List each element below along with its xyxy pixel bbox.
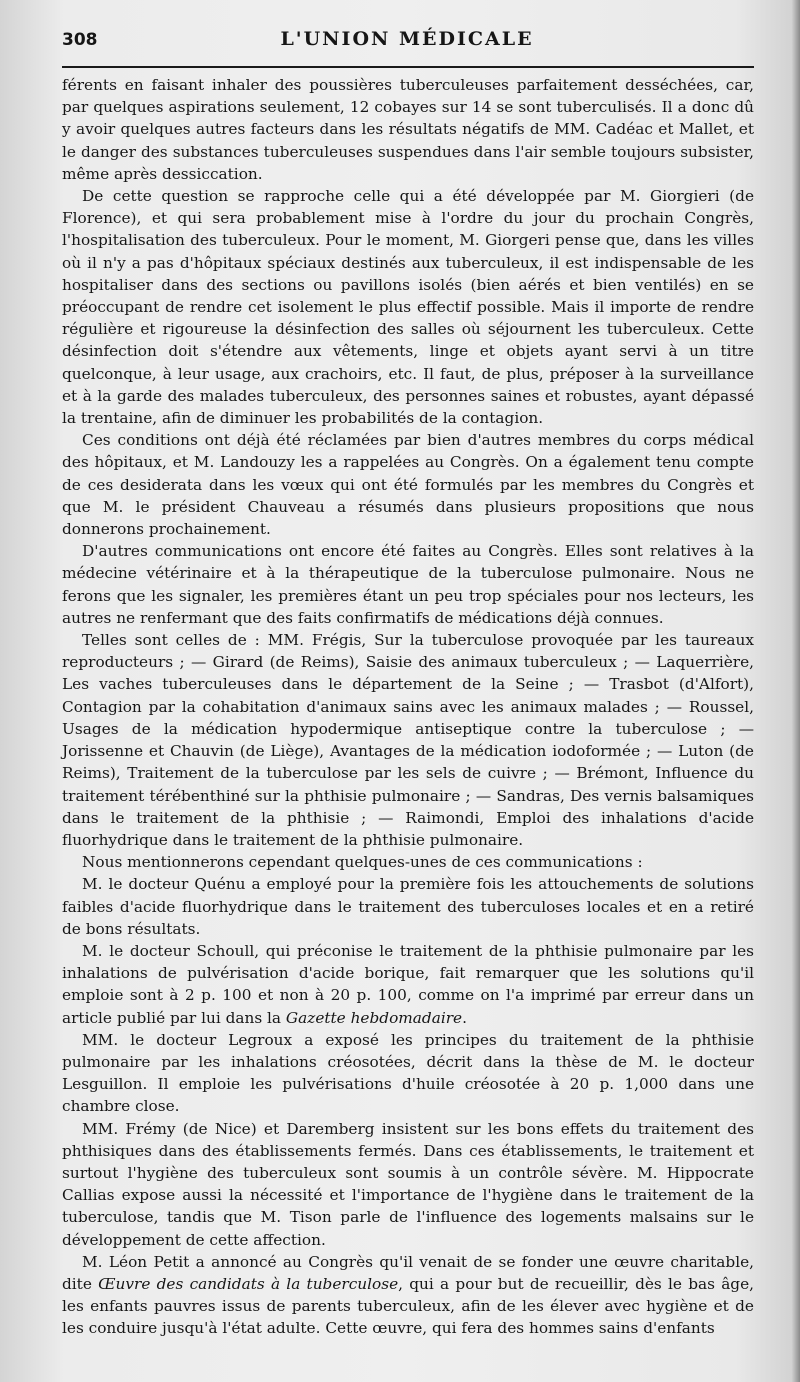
paragraph: D'autres communications ont encore été faites au Congrès. Elles sont relatives à la médecine vétérinaire et à la thérapeutique de la tuberculose pulmonaire. Nous ne ferons que les signaler, les premières étant un peu trop spéciales pour nos lecteurs, les autres ne renfermant que des faits confirmatifs de médications déjà connues. <box>62 542 754 627</box>
paragraph: MM. le docteur Legroux a exposé les principes du traitement de la phthisie pulmonaire par les inhalations créosotées, décrit dans la thèse de M. le docteur Lesguillon. Il emploie les pulvérisations d'huile créosotée à 20 p. 1,000 dans une chambre close. <box>62 1030 754 1116</box>
charity-name: Œuvre des candidats à la tuberculose <box>98 1274 399 1293</box>
paragraph: De cette question se rapproche celle qui a été développée par M. Giorgieri (de Florence), et qui sera probablement mise à l'ordre du jour du prochain Congrès, l'hospitalisation des tuberculeux. Pour le moment, M. Giorgeri pense que, dans les villes où il n'y a pas d'hôpitaux spéciaux destinés aux tuberculeux, il est indispensable de les hospitaliser dans des sections ou pavillons isolés (bien aérés et bien ventilés) en se préoccupant de rendre cet isolement le plus effectif possible. Mais il importe de rendre régulière et rigoureuse la désinfection des salles où séjournent les tuberculeux. Cette désinfection doit s'étendre aux vêtements, linge et objets ayant servi à un titre quelconque, à leur usage, aux crachoirs, etc. Il faut, de plus, préposer à la surveillance et à la garde des malades tuberculeux, des personnes saines et robustes, ayant dépassé la trentaine, afin de diminuer les probabilités de la contagion. <box>62 187 754 428</box>
paragraph: M. le docteur Quénu a employé pour la première fois les attouchements de solutions faibles d'acide fluorhydrique dans le traitement des tuberculoses locales et en a retiré de bons résultats. <box>62 875 754 938</box>
page-number: 308 <box>62 30 98 50</box>
paragraph-text: , qui a pour but de recueillir, dès le bas âge, les enfants pauvres issus de parents tuberculeux, afin de les élever avec hygiène et de les conduire jusqu'à l'état adulte. Cette œuvre, qui fera des hommes sains d'enfants <box>62 1274 755 1338</box>
journal-title: Gazette hebdomadaire <box>285 1008 463 1027</box>
paragraph: Ces conditions ont déjà été réclamées par bien d'autres membres du corps médical des hôpitaux, et M. Landouzy les a rappelées au Congrès. On a également tenu compte de ces desiderata dans les vœux qui ont été formulés par les membres du Congrès et que M. le président Chauveau a résumés dans plusieurs propositions que nous donnerons prochainement. <box>62 431 754 539</box>
paragraph: férents en faisant inhaler des poussières tuberculeuses parfaitement desséchées, car, par quelques aspirations seulement, 12 cobayes sur 14 se sont tuberculisés. Il a donc dû y avoir quelques autres facteurs dans les résultats négatifs de MM. Cadéac et Mallet, et le danger des substances tuberculeuses suspendues dans l'air semble toujours subsister, même après dessiccation. <box>62 76 754 183</box>
paragraph-end: . <box>462 1008 467 1027</box>
paragraph <box>62 940 754 1029</box>
header-rule <box>62 66 754 68</box>
book-spine-shadow <box>792 0 800 1382</box>
paragraph: Telles sont celles de : MM. Frégis, Sur la tuberculose provoquée par les taureaux reproducteurs ; — Girard (de Reims), Saisie des animaux tuberculeux ; — Laquerrière, Les vaches tuberculeuses dans le département de la Seine ; — Trasbot (d'Alfort), Contagion par la cohabitation d'animaux sains avec les animaux malades ; — Roussel, Usages de la médication hypodermique antiseptique contre la tuberculose ; — Jorissenne et Chauvin (de Liège), Avantages de la médication iodoformée ; — Luton (de Reims), Traitement de la tuberculose par les sels de cuivre ; — Brémont, Influence du traitement térébenthiné sur la phthisie pulmonaire ; — Sandras, Des vernis balsamiques dans le traitement de la phthisie ; — Raimondi, Emploi des inhalations d'acide fluorhydrique dans le traitement de la phthisie pulmonaire. <box>62 631 754 849</box>
paragraph: MM. Frémy (de Nice) et Daremberg insistent sur les bons effets du traitement des phthisiques dans des établissements fermés. Dans ces établissements, le traitement et surtout l'hygiène des tuberculeux sont soumis à un contrôle sévère. M. Hippocrate Callias expose aussi la nécessité et l'importance de l'hygiène dans le traitement de la tuberculose, tandis que M. Tison parle de l'influence des logements malsains sur le développement de cette affection. <box>62 1119 754 1249</box>
paragraph: Nous mentionnerons cependant quelques-unes de ces communications : <box>82 853 643 872</box>
running-title: L'UNION MÉDICALE <box>280 28 534 50</box>
paragraph <box>62 1251 754 1340</box>
paragraph-text: M. le docteur Schoull, qui préconise le traitement de la phthisie pulmonaire par les inhalations de pulvérisation d'acide borique, fait remarquer que les solutions qu'il emploie sont à 2 p. 100 et non à 20 p. 100, comme on l'a imprimé par erreur dans un article publié par lui dans la <box>62 941 754 1027</box>
article-body <box>62 74 754 1340</box>
paragraph-text: M. Léon Petit a annoncé au Congrès qu'il venait de se fonder une œuvre charitable, dite <box>62 1252 754 1293</box>
page-header <box>62 28 752 60</box>
